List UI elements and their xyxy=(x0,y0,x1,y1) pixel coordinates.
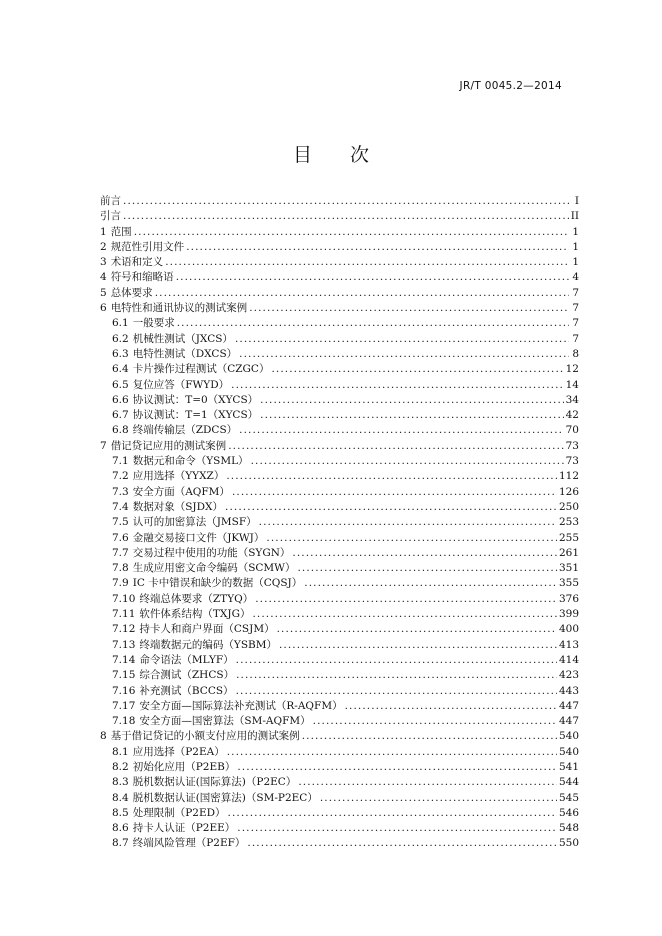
toc-entry[interactable] xyxy=(100,362,579,377)
toc-dot-leader xyxy=(236,668,557,683)
toc-entry-page: 1 xyxy=(572,240,579,253)
toc-entry-label: 脱机数据认证(国际算法)（P2EC） xyxy=(132,776,297,789)
toc-dot-leader xyxy=(297,561,556,576)
toc-entry-page: 546 xyxy=(558,806,579,819)
toc-dot-leader xyxy=(123,194,569,209)
toc-entry[interactable] xyxy=(100,423,579,438)
toc-entry[interactable] xyxy=(100,347,579,362)
toc-entry-label: 范围 xyxy=(110,225,132,238)
toc-entry[interactable] xyxy=(100,653,579,668)
toc-dot-leader xyxy=(260,408,563,423)
toc-entry-page: 355 xyxy=(558,577,579,590)
toc-entry-number: 4 xyxy=(100,271,107,284)
toc-entry-number: 5 xyxy=(100,286,107,299)
toc-entry[interactable] xyxy=(100,240,579,255)
toc-entry-page: 447 xyxy=(558,715,579,728)
toc-entry-number: 7 xyxy=(100,439,107,452)
toc-entry-page: 545 xyxy=(558,791,579,804)
toc-entry-page: 8 xyxy=(572,347,579,360)
toc-entry[interactable] xyxy=(100,393,579,408)
toc-entry[interactable] xyxy=(100,316,579,331)
toc-entry[interactable] xyxy=(100,485,579,500)
toc-entry-label: 处理限制（P2ED） xyxy=(132,806,226,819)
toc-entry-label: 金融交易接口文件（JKWJ） xyxy=(132,531,265,544)
toc-entry[interactable] xyxy=(100,576,579,591)
toc-entry-number: 8.3 xyxy=(112,776,129,789)
toc-entry-page: 376 xyxy=(558,592,579,605)
toc-entry-label: 初始化应用（P2EB） xyxy=(132,760,236,773)
toc-entry-page: 12 xyxy=(565,363,579,376)
toc-entry-label: 应用选择（YYXZ） xyxy=(132,470,225,483)
toc-entry-label: 安全方面（AQFM） xyxy=(132,485,230,498)
toc-entry-page: 14 xyxy=(565,378,579,391)
toc-dot-leader xyxy=(279,638,557,653)
toc-entry[interactable] xyxy=(100,255,579,270)
toc-dot-leader xyxy=(226,469,557,484)
toc-dot-leader xyxy=(236,684,557,699)
toc-entry-page: II xyxy=(570,210,579,223)
table-of-contents xyxy=(100,194,579,852)
toc-entry-page: 7 xyxy=(572,332,579,345)
toc-entry-label: 数据对象（SJDX） xyxy=(132,500,223,513)
toc-entry-label: 符号和缩略语 xyxy=(110,271,174,284)
toc-entry[interactable] xyxy=(100,301,579,316)
toc-entry-page: 447 xyxy=(558,699,579,712)
toc-entry-label: 综合测试（ZHCS） xyxy=(139,669,235,682)
toc-dot-leader xyxy=(239,423,563,438)
toc-entry[interactable] xyxy=(100,408,579,423)
toc-entry-page: 7 xyxy=(572,302,579,315)
toc-entry-page: 400 xyxy=(558,623,579,636)
toc-dot-leader xyxy=(255,592,557,607)
toc-entry-number: 7.2 xyxy=(112,470,129,483)
toc-entry[interactable] xyxy=(100,592,579,607)
toc-entry-number: 7.15 xyxy=(112,669,136,682)
toc-dot-leader xyxy=(228,439,563,454)
toc-entry-page: 550 xyxy=(558,837,579,850)
toc-entry-label: 脱机数据认证(国密算法)（SM-P2EC） xyxy=(132,791,318,804)
toc-entry[interactable] xyxy=(100,821,579,836)
toc-entry[interactable] xyxy=(100,469,579,484)
toc-entry-label: 规范性引用文件 xyxy=(110,240,185,253)
toc-entry[interactable] xyxy=(100,836,579,851)
toc-entry-page: 541 xyxy=(558,760,579,773)
toc-entry-label: 数据元和命令（YSML） xyxy=(132,455,249,468)
toc-entry-label: 软件体系结构（TXJG） xyxy=(139,608,251,621)
toc-entry-number: 3 xyxy=(100,256,107,269)
toc-entry-label: 卡片操作过程测试（CZGC） xyxy=(132,363,270,376)
toc-entry-number: 8.7 xyxy=(112,837,129,850)
toc-dot-leader xyxy=(227,745,557,760)
toc-dot-leader xyxy=(259,515,557,530)
toc-dot-leader xyxy=(176,270,569,285)
toc-entry[interactable] xyxy=(100,378,579,393)
toc-entry-label: 交易过程中使用的功能（SYGN） xyxy=(132,546,291,559)
toc-dot-leader xyxy=(155,286,569,301)
toc-entry[interactable] xyxy=(100,806,579,821)
toc-dot-leader xyxy=(277,622,557,637)
toc-entry-number: 8.1 xyxy=(112,745,129,758)
toc-entry-label: 安全方面—国际算法补充测试（R-AQFM） xyxy=(139,699,343,712)
toc-entry-page: 4 xyxy=(572,271,579,284)
toc-entry-page: 540 xyxy=(558,745,579,758)
toc-dot-leader xyxy=(165,255,569,270)
toc-entry[interactable] xyxy=(100,714,579,729)
toc-entry-label: 安全方面—国密算法（SM-AQFM） xyxy=(139,715,311,728)
toc-entry-page: 112 xyxy=(558,470,579,483)
toc-entry-label: 持卡人和商户界面（CSJM） xyxy=(139,623,275,636)
toc-dot-leader xyxy=(320,791,557,806)
toc-entry[interactable] xyxy=(100,270,579,285)
toc-entry-label: 引言 xyxy=(100,210,121,223)
toc-entry-page: 1 xyxy=(572,256,579,269)
toc-dot-leader xyxy=(237,821,557,836)
toc-entry-page: 414 xyxy=(558,653,579,666)
toc-entry-page: 423 xyxy=(558,669,579,682)
document-id: JR/T 0045.2—2014 xyxy=(459,80,562,92)
toc-dot-leader xyxy=(228,806,557,821)
toc-entry-number: 7.17 xyxy=(112,699,136,712)
toc-dot-leader xyxy=(235,332,569,347)
toc-entry-page: 126 xyxy=(558,485,579,498)
toc-entry-number: 8.2 xyxy=(112,760,129,773)
page-title: 目 次 xyxy=(292,144,386,166)
toc-dot-leader xyxy=(231,378,563,393)
toc-entry-label: 协议测试：T=0（XYCS） xyxy=(132,393,259,406)
toc-entry-page: 540 xyxy=(558,730,579,743)
toc-entry[interactable] xyxy=(100,791,579,806)
toc-entry-number: 7.7 xyxy=(112,546,129,559)
toc-entry-label: 电特性测试（DXCS） xyxy=(132,347,238,360)
toc-entry-page: 548 xyxy=(558,822,579,835)
toc-dot-leader xyxy=(304,576,557,591)
toc-entry[interactable] xyxy=(100,286,579,301)
toc-dot-leader xyxy=(186,240,569,255)
toc-entry-number: 7.5 xyxy=(112,516,129,529)
toc-entry-number: 8.5 xyxy=(112,806,129,819)
toc-entry-label: 应用选择（P2EA） xyxy=(132,745,225,758)
toc-entry-label: 协议测试：T=1（XYCS） xyxy=(132,409,259,422)
toc-dot-leader xyxy=(313,714,557,729)
toc-entry-label: 借记贷记应用的测试案例 xyxy=(110,439,227,452)
toc-entry-page: I xyxy=(574,195,579,207)
toc-dot-leader xyxy=(123,209,569,224)
toc-entry-page: 261 xyxy=(558,546,579,559)
toc-entry-number: 6.5 xyxy=(112,378,129,391)
toc-dot-leader xyxy=(134,225,569,240)
toc-entry[interactable] xyxy=(100,454,579,469)
toc-dot-leader xyxy=(302,729,557,744)
toc-entry-page: 544 xyxy=(558,776,579,789)
toc-dot-leader xyxy=(236,653,557,668)
toc-entry-page: 443 xyxy=(558,684,579,697)
toc-entry-number: 8 xyxy=(100,730,107,743)
toc-entry-number: 7.18 xyxy=(112,715,136,728)
toc-entry-label: 持卡人认证（P2EE） xyxy=(132,822,236,835)
toc-entry[interactable] xyxy=(100,607,579,622)
toc-entry-label: 总体要求 xyxy=(110,286,153,299)
toc-entry-number: 7.4 xyxy=(112,500,129,513)
toc-entry-page: 34 xyxy=(565,393,579,406)
toc-entry[interactable] xyxy=(100,515,579,530)
toc-entry[interactable] xyxy=(100,561,579,576)
toc-entry-number: 8.6 xyxy=(112,822,129,835)
toc-entry-label: 基于借记贷记的小额支付应用的测试案例 xyxy=(110,730,300,743)
toc-entry-number: 2 xyxy=(100,240,107,253)
toc-entry[interactable] xyxy=(100,638,579,653)
toc-entry-label: 补充测试（BCCS） xyxy=(139,684,234,697)
toc-entry-number: 1 xyxy=(100,225,107,238)
toc-entry-label: 终端总体要求（ZTYQ） xyxy=(139,592,254,605)
toc-entry-label: 终端数据元的编码（YSBM） xyxy=(139,638,277,651)
toc-dot-leader xyxy=(260,393,563,408)
toc-entry[interactable] xyxy=(100,439,579,454)
toc-entry-label: 术语和定义 xyxy=(110,256,164,269)
toc-entry[interactable] xyxy=(100,500,579,515)
toc-entry[interactable] xyxy=(100,668,579,683)
toc-entry-page: 70 xyxy=(565,424,579,437)
toc-entry[interactable] xyxy=(100,729,579,744)
toc-entry-page: 413 xyxy=(558,638,579,651)
toc-entry-number: 6.6 xyxy=(112,393,129,406)
toc-entry-number: 6.7 xyxy=(112,409,129,422)
toc-entry-label: 终端传输层（ZDCS） xyxy=(132,424,238,437)
toc-entry[interactable] xyxy=(100,775,579,790)
toc-entry[interactable] xyxy=(100,546,579,561)
toc-entry-page: 253 xyxy=(558,516,579,529)
toc-dot-leader xyxy=(252,607,556,622)
toc-dot-leader xyxy=(298,775,557,790)
toc-dot-leader xyxy=(345,699,557,714)
toc-entry[interactable] xyxy=(100,531,579,546)
toc-entry-number: 6.4 xyxy=(112,363,129,376)
toc-entry-number: 7.9 xyxy=(112,577,129,590)
toc-dot-leader xyxy=(271,362,563,377)
toc-dot-leader xyxy=(251,454,564,469)
toc-dot-leader xyxy=(232,485,557,500)
toc-entry-number: 7.1 xyxy=(112,455,129,468)
toc-entry[interactable] xyxy=(100,225,579,240)
toc-entry[interactable] xyxy=(100,745,579,760)
toc-dot-leader xyxy=(292,546,557,561)
toc-entry[interactable] xyxy=(100,209,579,224)
toc-dot-leader xyxy=(247,836,557,851)
toc-dot-leader xyxy=(225,500,557,515)
toc-entry-label: 生成应用密文命令编码（SCMW） xyxy=(132,562,296,575)
toc-entry-page: 73 xyxy=(565,455,579,468)
toc-entry-label: 复位应答（FWYD） xyxy=(132,378,230,391)
toc-entry-page: 7 xyxy=(572,317,579,330)
toc-dot-leader xyxy=(249,301,569,316)
toc-entry-page: 7 xyxy=(572,286,579,299)
toc-entry-page: 399 xyxy=(558,608,579,621)
toc-entry[interactable] xyxy=(100,332,579,347)
toc-entry-number: 6.1 xyxy=(112,317,129,330)
toc-entry-label: 终端风险管理（P2EF） xyxy=(132,837,246,850)
toc-entry-page: 42 xyxy=(565,409,579,422)
toc-entry-number: 7.3 xyxy=(112,485,129,498)
toc-entry[interactable] xyxy=(100,194,579,209)
toc-entry-number: 6.3 xyxy=(112,347,129,360)
toc-entry-label: 机械性测试（JXCS） xyxy=(132,332,233,345)
toc-entry-page: 1 xyxy=(572,225,579,238)
toc-entry-number: 7.8 xyxy=(112,562,129,575)
toc-dot-leader xyxy=(266,531,557,546)
toc-entry-label: 一般要求 xyxy=(132,317,175,330)
toc-entry-label: 认可的加密算法（JMSF） xyxy=(132,516,257,529)
toc-entry-number: 6 xyxy=(100,302,107,315)
toc-entry-number: 7.6 xyxy=(112,531,129,544)
toc-entry-number: 7.11 xyxy=(112,608,136,621)
toc-entry-number: 7.13 xyxy=(112,638,136,651)
toc-entry-number: 7.10 xyxy=(112,592,136,605)
toc-entry-label: 前言 xyxy=(100,195,121,207)
toc-entry-label: IC 卡中错误和缺少的数据（CQSJ） xyxy=(132,577,303,590)
toc-entry-number: 7.14 xyxy=(112,653,136,666)
toc-entry-number: 6.2 xyxy=(112,332,129,345)
toc-dot-leader xyxy=(239,347,569,362)
toc-entry[interactable] xyxy=(100,699,579,714)
toc-entry[interactable] xyxy=(100,684,579,699)
toc-dot-leader xyxy=(177,316,569,331)
toc-entry-number: 7.12 xyxy=(112,623,136,636)
toc-entry-label: 电特性和通讯协议的测试案例 xyxy=(110,302,248,315)
toc-entry-page: 351 xyxy=(558,562,579,575)
toc-dot-leader xyxy=(237,760,557,775)
toc-entry-number: 7.16 xyxy=(112,684,136,697)
toc-entry-page: 73 xyxy=(565,439,579,452)
toc-entry[interactable] xyxy=(100,760,579,775)
toc-entry-page: 255 xyxy=(558,531,579,544)
toc-entry[interactable] xyxy=(100,622,579,637)
toc-entry-label: 命令语法（MLYF） xyxy=(139,653,234,666)
toc-entry-page: 250 xyxy=(558,500,579,513)
toc-entry-number: 8.4 xyxy=(112,791,129,804)
toc-entry-number: 6.8 xyxy=(112,424,129,437)
